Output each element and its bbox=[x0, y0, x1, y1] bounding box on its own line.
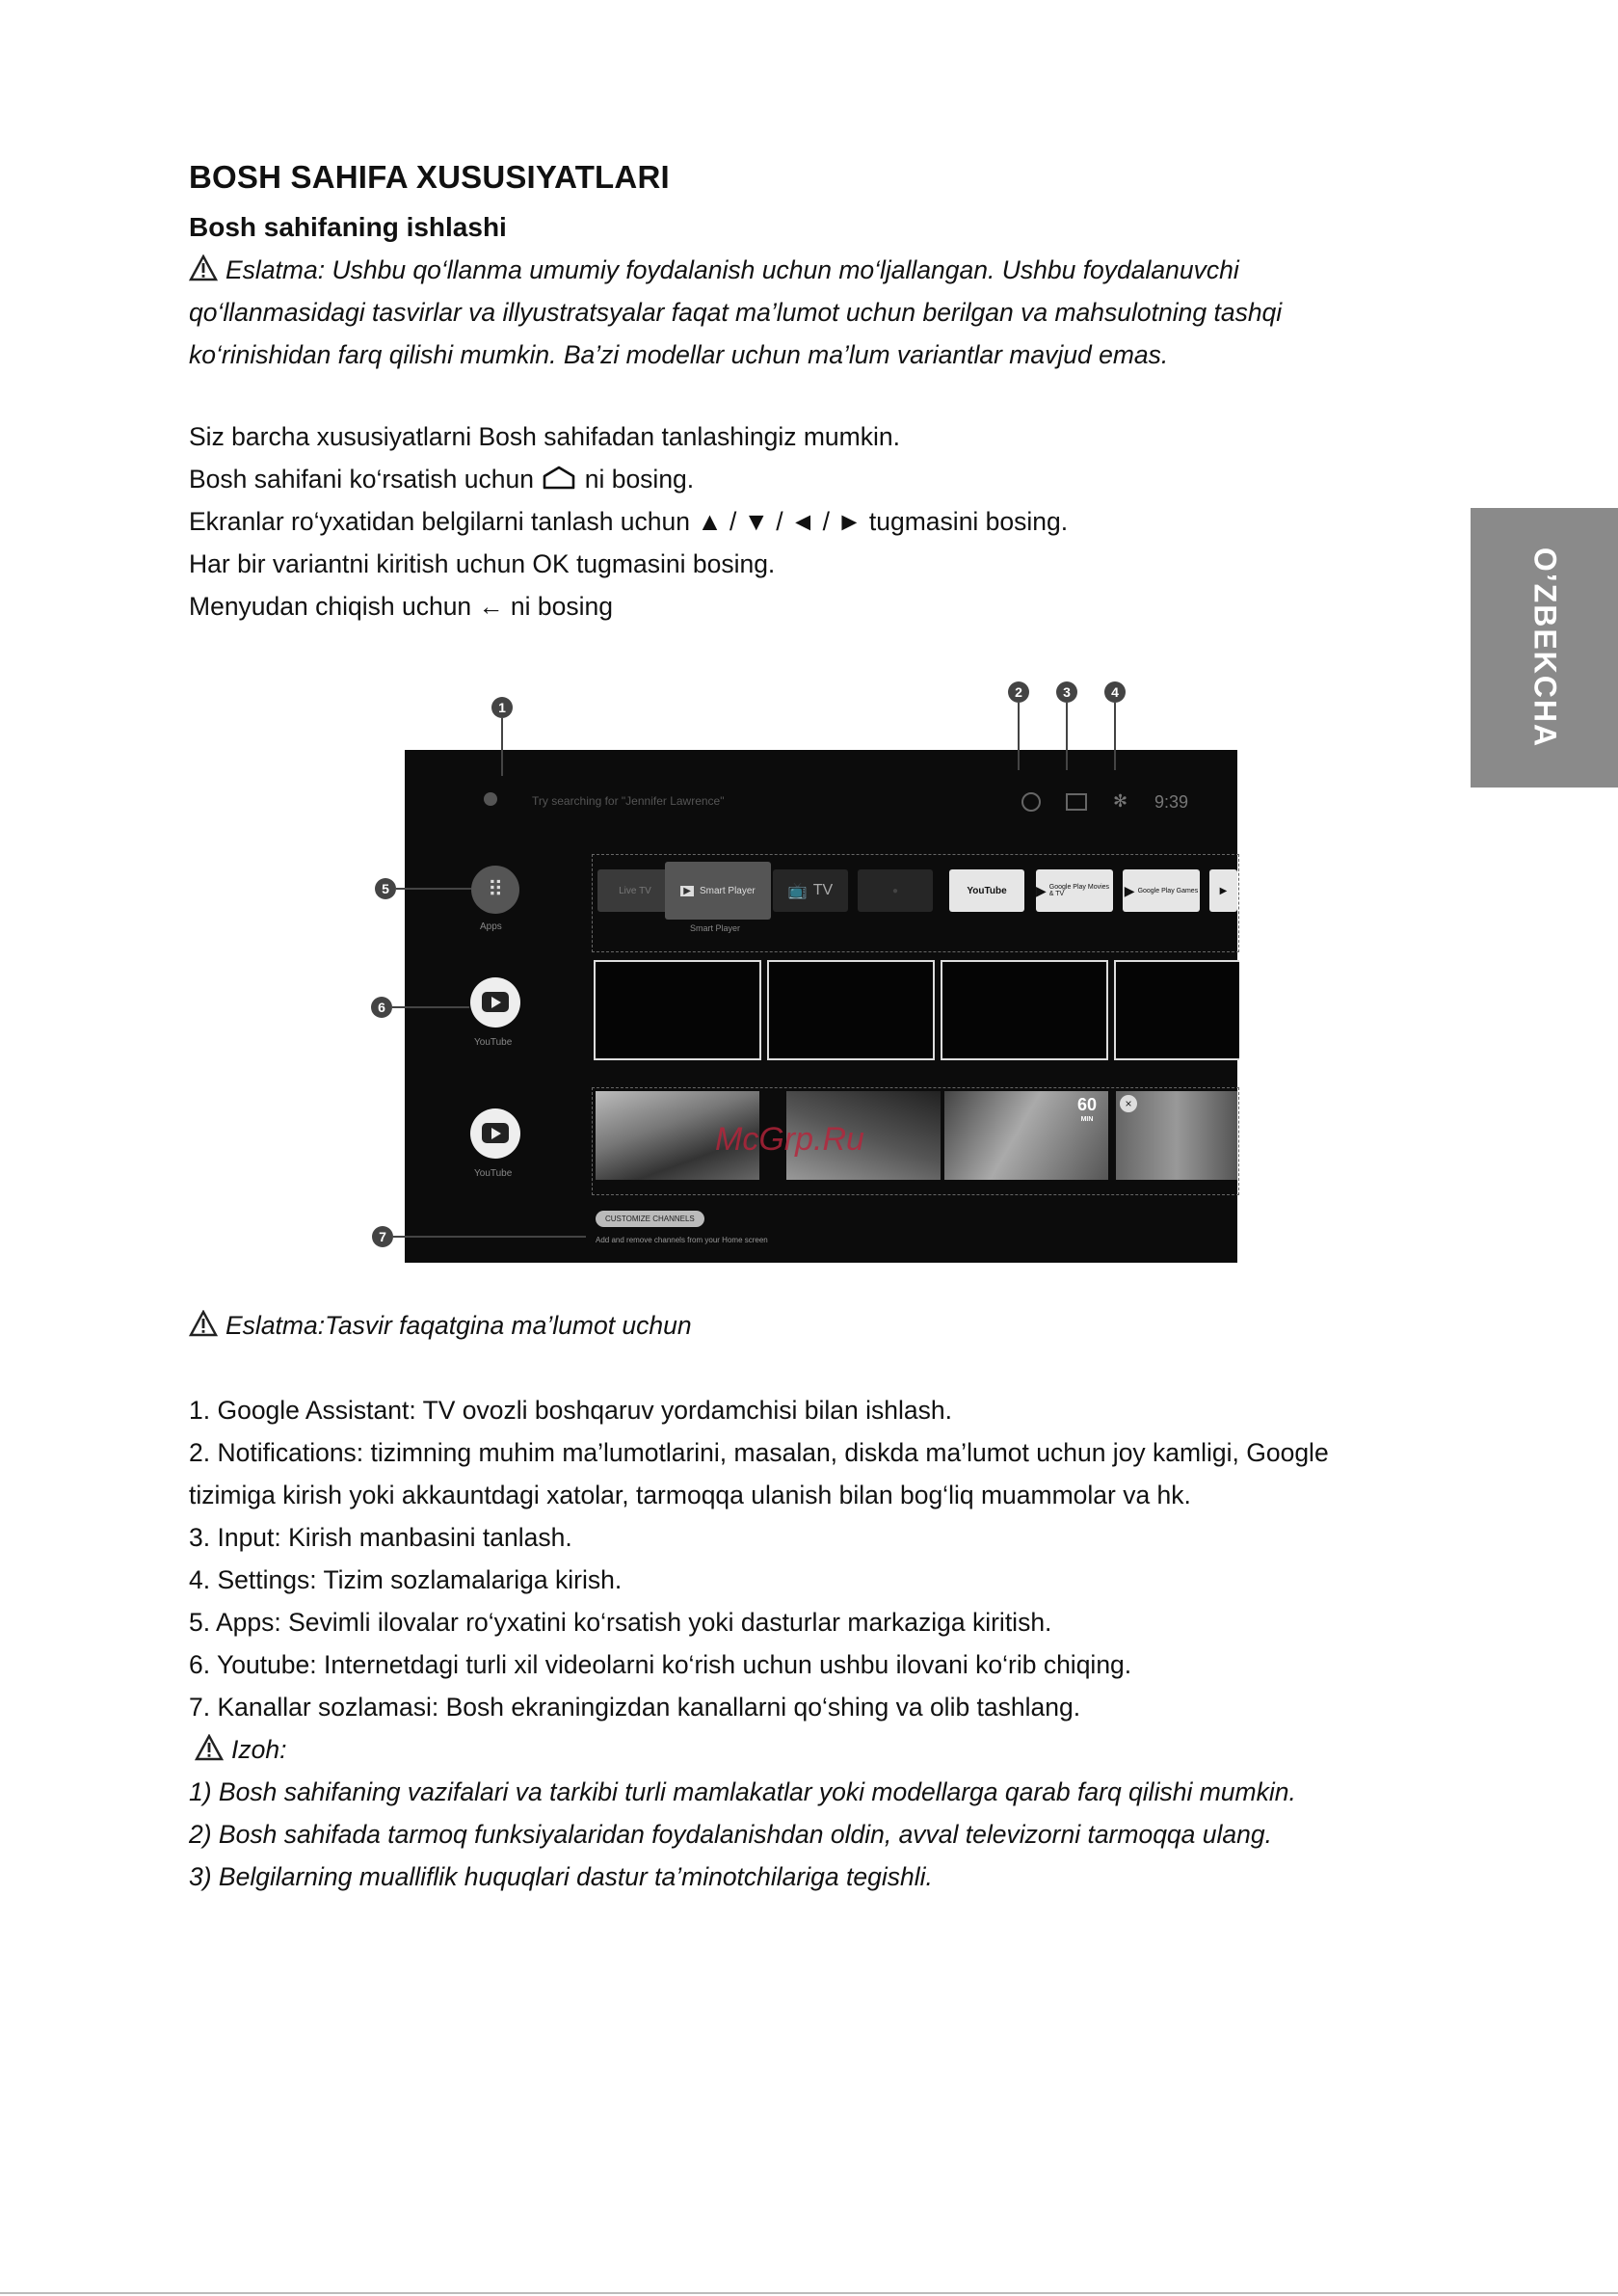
language-side-tab bbox=[1471, 508, 1618, 788]
play-icon: ▶ bbox=[680, 886, 694, 896]
home-icon bbox=[541, 465, 577, 492]
tile-tv bbox=[773, 869, 848, 912]
izoh-label: Izoh: bbox=[231, 1735, 287, 1764]
google-assistant-icon bbox=[484, 792, 497, 806]
list-item: 2. Notifications: tizimning muhim ma’lumotlarini, masalan, diskda ma’lumot uchun joy kamligi, Google bbox=[189, 1438, 1329, 1467]
section-subtitle: Bosh sahifaning ishlashi bbox=[189, 212, 507, 242]
note-1 bbox=[189, 249, 1282, 376]
notifications-icon bbox=[1021, 792, 1041, 812]
note-2 bbox=[189, 1304, 692, 1347]
list-item: 4. Settings: Tizim sozlamalariga kirish. bbox=[189, 1565, 623, 1594]
callout-7-leader bbox=[393, 1236, 586, 1238]
intro-block bbox=[189, 415, 1068, 627]
page-title: BOSH SAHIFA XUSUSIYATLARI bbox=[189, 159, 670, 195]
intro-line-1: Siz barcha xususiyatlarni Bosh sahifadan tanlashingiz mumkin. bbox=[189, 422, 900, 451]
note-1-text-1: Eslatma: Ushbu qo‘llanma umumiy foydalanish uchun mo‘ljallangan. Ushbu foydalanuvchi bbox=[225, 255, 1239, 284]
feature-list bbox=[189, 1389, 1329, 1898]
intro-line-5-post: ni bosing bbox=[510, 592, 613, 621]
partner-icon: ● bbox=[891, 885, 899, 896]
youtube-row-icon-2 bbox=[470, 1108, 520, 1159]
tile-gp-movies-label: Google Play Movies & TV bbox=[1048, 884, 1110, 897]
note-1-line-2: qo‘llanmasidagi tasvirlar va illyustratsyalar faqat ma’lumot uchun berilgan va mahsulotning tashqi bbox=[189, 298, 1283, 327]
tile-youtube bbox=[949, 869, 1024, 912]
video-thumbnail bbox=[944, 1091, 1108, 1180]
tile-live-tv-label: Live TV bbox=[619, 885, 651, 896]
badge-60: 60 bbox=[1076, 1095, 1097, 1114]
tile-tv-label: TV bbox=[812, 882, 834, 898]
channel-tile bbox=[594, 960, 761, 1060]
list-item: 1. Google Assistant: TV ovozli boshqaruv yordamchisi bilan ishlash. bbox=[189, 1396, 952, 1425]
channel-tile bbox=[941, 960, 1108, 1060]
tv-home-screenshot bbox=[405, 750, 1237, 1263]
callout-6-leader bbox=[392, 1006, 469, 1008]
izoh-item: 3) Belgilarning mualliflik huquqlari dastur ta’minotchilariga tegishli. bbox=[189, 1862, 933, 1891]
footer-rule bbox=[0, 2292, 1618, 2294]
clock: 9:39 bbox=[1154, 792, 1189, 812]
tile-google-play-games bbox=[1123, 869, 1200, 912]
tile-smart-player bbox=[665, 862, 771, 920]
callout-6: 6 bbox=[371, 997, 392, 1018]
intro-line-2-pre: Bosh sahifani ko‘rsatish uchun bbox=[189, 465, 534, 494]
list-item: 5. Apps: Sevimli ilovalar ro‘yxatini ko‘rsatish yoki dasturlar markaziga kiritish. bbox=[189, 1608, 1052, 1637]
tile-live-tv bbox=[597, 869, 673, 912]
play-store-icon-2: ▶ bbox=[1124, 882, 1135, 898]
intro-line-2 bbox=[189, 458, 1068, 500]
intro-line-5-pre: Menyudan chiqish uchun bbox=[189, 592, 472, 621]
callout-2: 2 bbox=[1008, 681, 1029, 703]
tile-google-play-movies bbox=[1036, 869, 1113, 912]
warning-icon bbox=[189, 254, 218, 281]
callout-1: 1 bbox=[491, 697, 513, 718]
intro-line-3: Ekranlar ro‘yxatidan belgilarni tanlash uchun ▲ / ▼ / ◄ / ► tugmasini bosing. bbox=[189, 507, 1069, 536]
customize-channels-button: CUSTOMIZE CHANNELS bbox=[596, 1211, 704, 1227]
input-icon bbox=[1066, 793, 1087, 811]
intro-line-2-post: ni bosing. bbox=[584, 465, 695, 494]
tile-next: ▶ bbox=[1209, 869, 1237, 912]
callout-1-leader bbox=[501, 718, 503, 776]
language-label: O’ZBEKCHA bbox=[1527, 547, 1562, 749]
tile-gp-games-label: Google Play Games bbox=[1137, 887, 1199, 894]
tile-smart-player-label: Smart Player bbox=[699, 885, 756, 896]
youtube-label-2: YouTube bbox=[474, 1168, 513, 1179]
note-2-text: Eslatma:Tasvir faqatgina ma’lumot uchun bbox=[225, 1311, 692, 1340]
close-icon: × bbox=[1120, 1095, 1137, 1112]
smart-player-caption: Smart Player bbox=[690, 923, 741, 933]
intro-line-4: Har bir variantni kiritish uchun OK tugmasini bosing. bbox=[189, 549, 776, 578]
search-hint: Try searching for "Jennifer Lawrence" bbox=[532, 794, 725, 808]
apps-label: Apps bbox=[480, 921, 502, 932]
tile-partner bbox=[858, 869, 933, 912]
callout-3-leader bbox=[1066, 703, 1068, 770]
callout-5: 5 bbox=[375, 878, 396, 899]
badge-min: MIN bbox=[1080, 1116, 1094, 1123]
list-item: tizimiga kirish yoki akkauntdagi xatolar, tarmoqqa ulanish bilan bog‘liq muammolar va hk. bbox=[189, 1481, 1191, 1509]
youtube-label: YouTube bbox=[474, 1037, 513, 1048]
izoh-item: 1) Bosh sahifaning vazifalari va tarkibi turli mamlakatlar yoki modellarga qarab farq qilishi mumkin. bbox=[189, 1777, 1296, 1806]
list-item: 3. Input: Kirish manbasini tanlash. bbox=[189, 1523, 572, 1552]
warning-icon bbox=[189, 1310, 218, 1337]
video-thumbnail bbox=[1116, 1091, 1237, 1180]
warning-icon bbox=[195, 1734, 224, 1761]
note-1-line-3: ko‘rinishidan farq qilishi mumkin. Ba’zi modellar uchun ma’lum variantlar mavjud emas. bbox=[189, 340, 1169, 369]
settings-gear-icon: ✻ bbox=[1113, 791, 1128, 811]
list-item: 6. Youtube: Internetdagi turli xil videolarni ko‘rish uchun ushbu ilovani ko‘rib chiqing. bbox=[189, 1650, 1132, 1679]
callout-2-leader bbox=[1018, 703, 1020, 770]
callout-5-leader bbox=[396, 888, 471, 890]
channel-tile bbox=[1114, 960, 1239, 1060]
youtube-row-icon bbox=[470, 977, 520, 1028]
note-1-line-1 bbox=[189, 249, 1282, 291]
play-store-icon: ▶ bbox=[1036, 882, 1047, 898]
back-arrow-icon: ← bbox=[478, 592, 504, 621]
callout-3: 3 bbox=[1056, 681, 1077, 703]
izoh-item: 2) Bosh sahifada tarmoq funksiyalaridan foydalanishdan oldin, avval televizorni tarmoqqa ulang. bbox=[189, 1820, 1272, 1849]
list-item: 7. Kanallar sozlamasi: Bosh ekraningizdan kanallarni qo‘shing va olib tashlang. bbox=[189, 1693, 1081, 1722]
intro-line-5 bbox=[189, 585, 1068, 627]
watermark: McGrp.Ru bbox=[715, 1121, 864, 1158]
callout-4: 4 bbox=[1104, 681, 1126, 703]
duration-badge bbox=[1077, 1097, 1097, 1128]
tile-youtube-label: YouTube bbox=[967, 885, 1007, 896]
izoh-heading bbox=[189, 1728, 1329, 1771]
tv-icon: 📺 bbox=[787, 883, 808, 899]
customize-hint: Add and remove channels from your Home screen bbox=[596, 1236, 768, 1244]
apps-button: ⠿ bbox=[471, 866, 519, 914]
channel-tile bbox=[767, 960, 935, 1060]
callout-7: 7 bbox=[372, 1226, 393, 1247]
callout-4-leader bbox=[1114, 703, 1116, 770]
